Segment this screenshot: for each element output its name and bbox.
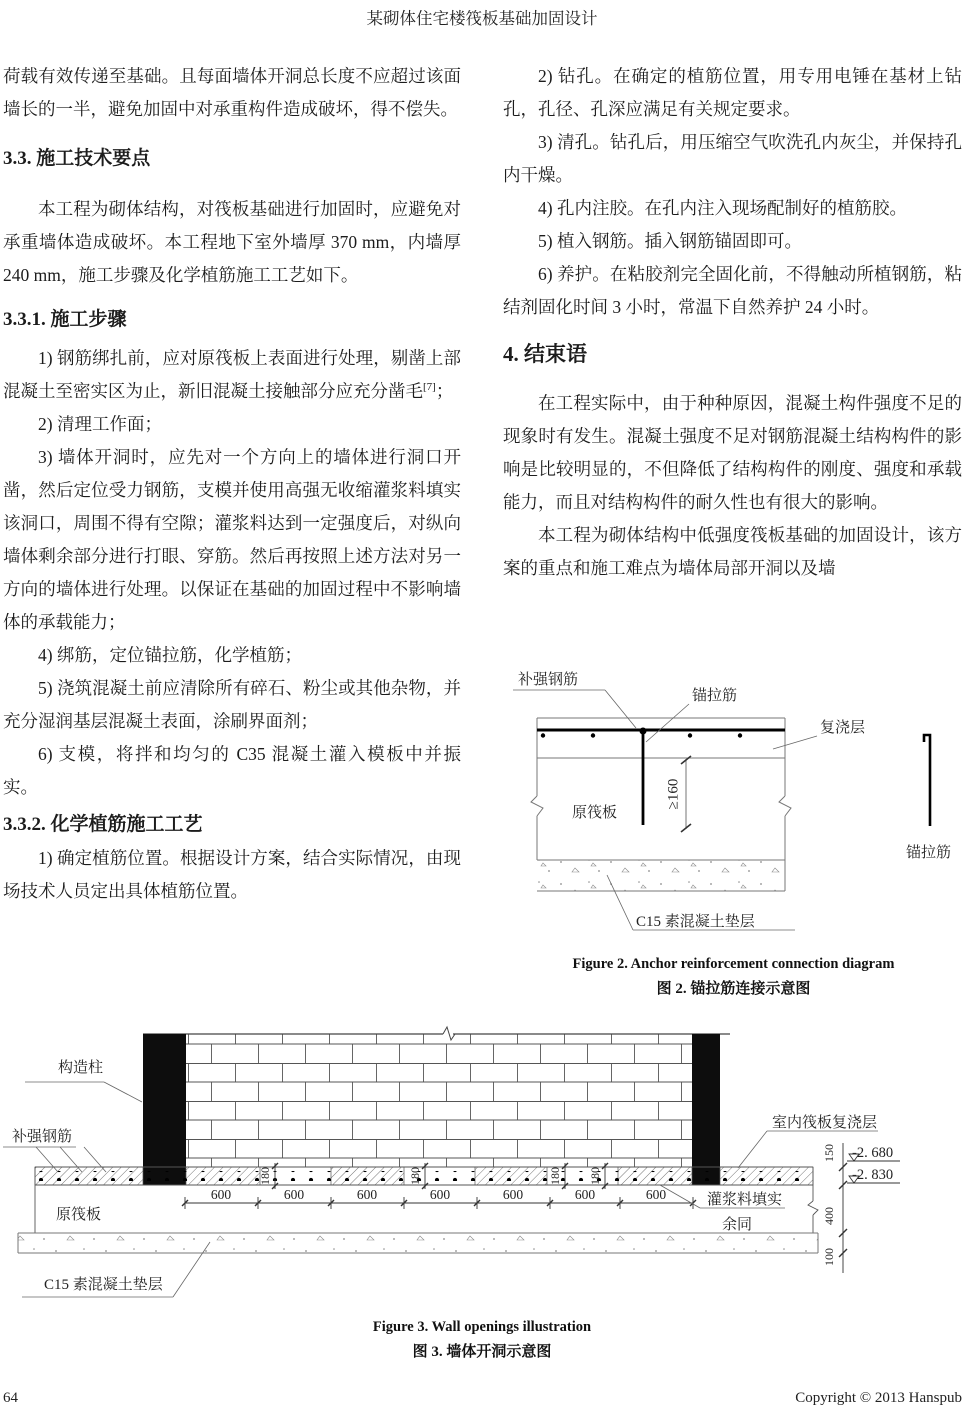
figure3-caption-en: Figure 3. Wall openings illustration	[372, 1319, 592, 1335]
rebar-dot	[591, 733, 595, 737]
paragraph: 本工程为砌体结构中低强度筏板基础的加固设计，该方案的重点和施工难点为墙体局部开洞以及墙	[503, 525, 962, 578]
list-item: 5) 浇筑混凝土前应清除所有碎石、粉尘或其他杂物，并充分湿润基层混凝土表面，涂刷界面剂；	[3, 678, 461, 731]
rest-same-label: 余同	[722, 1217, 753, 1233]
paragraph: 本工程为砌体结构，对筏板基础进行加固时，应避免对承重墙体造成破坏。本工程地下室外墙厚 370 mm，内墙厚 240 mm，施工步骤及化学植筋施工工艺如下。	[3, 199, 461, 285]
list-item: 4) 绑筋，定位锚拉筋，化学植筋；	[38, 645, 302, 665]
list-item: 6) 支模，将拌和均匀的 C35 混凝土灌入模板中并振实。	[3, 744, 461, 797]
dim180-label: 180	[407, 1167, 422, 1185]
rebar-dot	[541, 733, 545, 737]
paragraph: 荷载有效传递至基础。且每面墙体开洞总长度不应超过该面墙长的一半，避免加固中对承重构件造成破坏，得不偿失。	[3, 66, 461, 119]
grout-fill-label: 灌浆料填实	[707, 1192, 783, 1208]
dim180-label: 180	[587, 1167, 602, 1185]
page-footer	[3, 1390, 962, 1407]
recast-layer-label: 复浇层	[820, 720, 866, 736]
break-symbol	[808, 1201, 818, 1215]
list-item: 2) 钻孔。在确定的植筋位置，用专用电锤在基材上钻孔，孔径、孔深应满足有关规定要求。	[503, 66, 962, 119]
copyright-text: Copyright © 2013 Hanspub	[795, 1390, 962, 1406]
elevation-top-label: -2. 680	[852, 1145, 894, 1161]
page-header-title: 某砌体住宅楼筏板基础加固设计	[366, 9, 598, 28]
list-item: 1) 确定植筋位置。根据设计方案，结合实际情况，由现场技术人员定出具体植筋位置。	[3, 848, 461, 901]
dim600-label: 600	[502, 1187, 524, 1202]
constructional-column-left	[143, 1034, 186, 1185]
rebar-dots-row	[36, 1171, 810, 1181]
original-raft-label: 原筏板	[56, 1207, 102, 1223]
left-column	[3, 60, 461, 908]
rebar-dot	[688, 733, 692, 737]
list-item	[3, 342, 461, 408]
anchor-bar-label: 锚拉筋	[692, 688, 738, 704]
anchor-bar-detail	[924, 735, 930, 826]
leader-line	[104, 1082, 142, 1102]
right-dimension-group	[822, 1143, 900, 1273]
reference-superscript: [7]	[423, 381, 436, 394]
indoor-recast-label: 室内筏板复浇层	[772, 1115, 878, 1131]
right-column	[503, 60, 962, 585]
figure2-caption-zh: 图 2. 锚拉筋连接示意图	[656, 981, 811, 997]
dim600-label: 600	[429, 1187, 451, 1202]
constructional-column-right	[692, 1034, 720, 1185]
dim180-label: 180	[547, 1167, 562, 1185]
cushion-label: C15 素混凝土垫层	[44, 1277, 163, 1293]
dim180-label: 180	[257, 1167, 272, 1185]
section-heading-3-3-1: 3.3.1. 施工步骤	[3, 309, 127, 330]
figure3-wall-openings-diagram	[0, 1025, 964, 1315]
leader-line	[646, 704, 689, 742]
list-item: 3) 墙体开洞时，应先对一个方向上的墙体进行洞口开凿，然后定位受力钢筋，支模并使用高强无收缩灌浆料填实该洞口，周围不得有空隙；灌浆料达到一定强度后，对纵向墙体剩余部分进行打眼、穿筋。然后再按照上述方法对另一方向的墙体进行处理。以保证在基础的加固过程中不影响墙体的承载能力；	[3, 447, 461, 632]
dim600-label: 600	[356, 1187, 378, 1202]
original-raft-label: 原筏板	[572, 805, 618, 821]
reinforce-bar-label: 补强钢筋	[12, 1129, 73, 1145]
list-item: 4) 孔内注胶。在孔内注入现场配制好的植筋胶。	[538, 198, 907, 218]
dim150-label: 150	[821, 1144, 836, 1162]
section-heading-4: 4. 结束语	[503, 342, 587, 366]
cushion-layer	[537, 860, 785, 891]
column-label: 构造柱	[58, 1060, 104, 1076]
leader-line	[738, 1131, 767, 1168]
figure3-caption-zh: 图 3. 墙体开洞示意图	[412, 1344, 552, 1360]
break-symbol	[779, 796, 791, 816]
leader-line	[605, 690, 636, 728]
leader-line	[773, 736, 817, 749]
list-item-text: ；	[435, 381, 454, 401]
dim400-label: 400	[821, 1207, 836, 1225]
reinforce-bar-label: 补强钢筋	[518, 672, 579, 688]
dim600-label: 600	[210, 1187, 232, 1202]
dim600-label: 600	[574, 1187, 596, 1202]
figure2-caption-en: Figure 2. Anchor reinforcement connection diagram	[572, 956, 895, 972]
list-item: 5) 植入钢筋。插入钢筋锚固即可。	[538, 231, 802, 251]
rebar-dot	[738, 733, 742, 737]
dim100-label: 100	[821, 1248, 836, 1266]
brick-wall	[186, 1034, 692, 1167]
break-symbol	[531, 796, 543, 816]
list-item: 6) 养护。在粘胶剂完全固化前，不得触动所植钢筋，粘结剂固化时间 3 小时，常温下自然养护 24 小时。	[503, 264, 962, 317]
anchor-bar-detail-label: 锚拉筋	[906, 845, 952, 861]
dim-ge160-label: ≥160	[665, 778, 682, 810]
section-heading-3-3: 3.3. 施工技术要点	[3, 148, 151, 169]
dim600-label: 600	[645, 1187, 667, 1202]
paragraph: 在工程实际中，由于种种原因，混凝土构件强度不足的现象时有发生。混凝土强度不足对钢筋混凝土结构构件的影响是比较明显的，不但降低了结构构件的刚度、强度和承载能力，而且对结构构件的耐久性也有很大的影响。	[503, 393, 962, 512]
cushion-label: C15 素混凝土垫层	[636, 914, 755, 930]
section-heading-3-3-2: 3.3.2. 化学植筋施工工艺	[3, 814, 203, 835]
elevation-bottom-label: -2. 830	[852, 1167, 894, 1183]
dim600-group	[182, 1187, 696, 1209]
list-item-text: 1) 钢筋绑扎前，应对原筏板上表面进行处理，剔凿上部混凝土至密实区为止，新旧混凝土接触部分应充分凿毛	[3, 348, 461, 401]
page-number: 64	[3, 1390, 18, 1406]
dim600-label: 600	[283, 1187, 305, 1202]
list-item: 2) 清理工作面；	[38, 414, 162, 434]
figure2-anchor-connection-diagram	[505, 658, 960, 958]
cushion-layer	[18, 1233, 818, 1253]
list-item: 3) 清孔。钻孔后，用压缩空气吹洗孔内灰尘，并保持孔内干燥。	[503, 132, 962, 185]
